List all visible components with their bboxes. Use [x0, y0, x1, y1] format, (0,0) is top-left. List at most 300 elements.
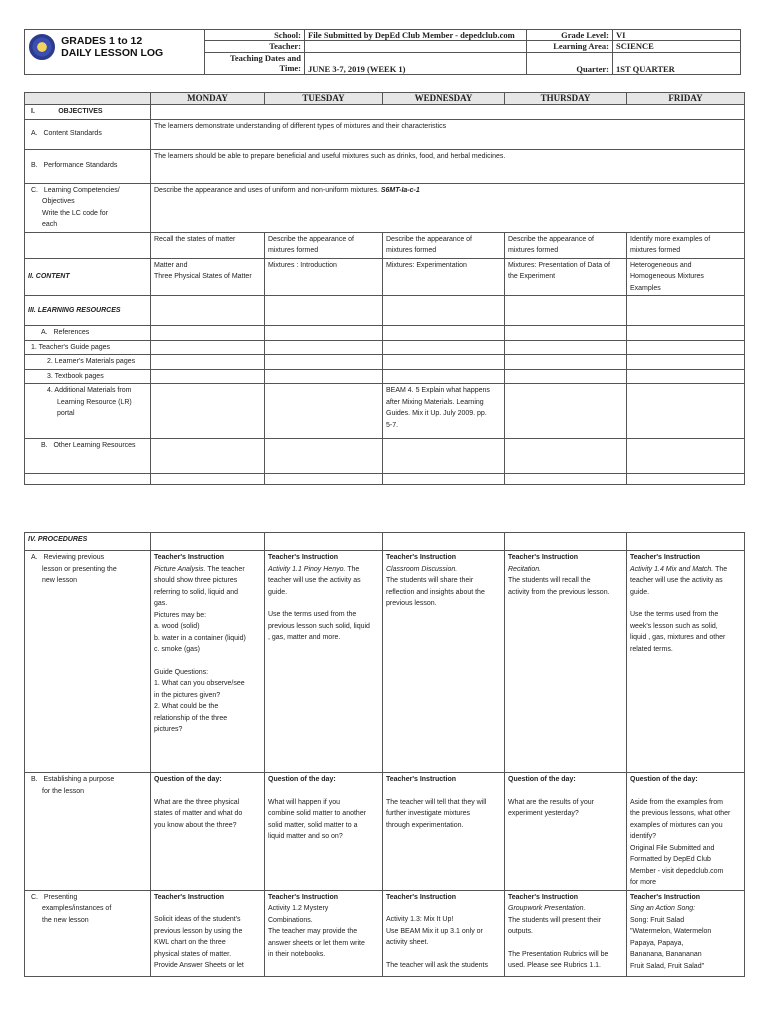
- specific-objective-wednesday-line1: Describe the appearance of: [386, 235, 472, 243]
- cell-line: [386, 960, 501, 972]
- cell-line: [630, 632, 741, 644]
- cell-line-text: solid matter, solid matter to a: [268, 821, 358, 829]
- cell-line-text: Activity 1.2 Mystery: [268, 905, 329, 912]
- specific-objective-monday: [151, 232, 265, 258]
- procedures-heading: IV. PROCEDURES: [25, 533, 151, 551]
- cell-line: [268, 949, 379, 961]
- textbook-pages-cell: [627, 369, 745, 384]
- content-label: II. CONTENT: [25, 258, 151, 296]
- cell-line-text: relationship of the three: [154, 714, 228, 722]
- cell-line: [268, 903, 379, 915]
- learners-materials-cell: [627, 355, 745, 370]
- other-resources-cell: [505, 439, 627, 474]
- teaching-dates-label: [205, 52, 305, 75]
- teachers-guide-cell: [265, 340, 383, 355]
- cell-line: [154, 678, 261, 690]
- cell-line: [630, 575, 741, 587]
- procedures-blank: [627, 533, 745, 551]
- cell-line: [630, 866, 741, 878]
- content-tuesday-line1: Mixtures : Introduction: [268, 261, 337, 269]
- cell-line-text: Picture Analysis.: [154, 565, 206, 573]
- cell-line-text: teacher will use the activity as: [630, 577, 723, 584]
- cell-line-tail: The: [713, 565, 728, 573]
- cell-line-text: c. smoke (gas): [154, 646, 200, 653]
- cell-line: [508, 915, 623, 927]
- specific-objective-friday: [627, 232, 745, 258]
- review-monday: [151, 551, 265, 773]
- header-table: [24, 29, 741, 75]
- cell-line: [268, 774, 379, 786]
- competencies-text: [151, 183, 745, 232]
- cell-line: [508, 564, 623, 576]
- cell-line: [630, 892, 741, 904]
- textbook-pages-cell: [505, 369, 627, 384]
- learners-materials-label: 2. Learner's Materials pages: [25, 355, 151, 370]
- form-title-line2: DAILY LESSON LOG: [61, 47, 164, 59]
- cell-line-text: combine solid matter to another: [268, 810, 367, 817]
- presenting-tuesday: [265, 890, 383, 976]
- content-friday-line2: Homogeneous Mixtures: [630, 273, 704, 280]
- school-value: File Submitted by DepEd Club Member - depedclub.com: [305, 30, 527, 41]
- content-standards-label: A. Content Standards: [25, 119, 151, 149]
- purpose-label-line2: for the lesson: [42, 787, 85, 795]
- cell-line-text: Teacher's Instruction: [154, 554, 224, 561]
- cell-line-text: in the pictures given?: [154, 691, 221, 699]
- day-header-thursday: THURSDAY: [505, 93, 627, 105]
- cell-line-text: guide.: [630, 588, 650, 596]
- cell-line-text: Use the terms used from the: [268, 611, 357, 618]
- cell-line: [154, 713, 261, 725]
- cell-line: [154, 949, 261, 961]
- other-resources-cell: [383, 439, 505, 474]
- cell-line: [154, 564, 261, 576]
- cell-line: [154, 797, 261, 809]
- objectives-blank: [151, 105, 745, 120]
- cell-line-text: , gas, matter and more.: [268, 634, 341, 641]
- cell-line: [508, 938, 623, 949]
- cell-line-text: What will happen if you: [268, 798, 340, 806]
- cell-line: [386, 914, 501, 926]
- cell-line: [268, 587, 379, 599]
- cell-line-text: gas.: [154, 600, 168, 607]
- references-cell: [265, 326, 383, 341]
- cell-line-text: outputs.: [508, 928, 533, 935]
- quarter-label: Quarter:: [527, 52, 613, 75]
- cell-line: [630, 609, 741, 621]
- specific-objective-monday-line: Recall the states of matter: [154, 235, 236, 243]
- cell-line: [386, 587, 501, 599]
- cell-line-text: the previous lessons, what other: [630, 810, 731, 817]
- resources-cell: [151, 296, 265, 326]
- review-friday: [627, 551, 745, 773]
- additional-materials-wednesday: [383, 384, 505, 439]
- other-resources-cell: [265, 439, 383, 474]
- cell-line: [154, 786, 261, 797]
- day-header-wednesday: WEDNESDAY: [383, 93, 505, 105]
- cell-line: [508, 949, 623, 961]
- cell-line-text: Teacher's Instruction: [268, 893, 338, 901]
- cell-line: [508, 808, 623, 820]
- review-tuesday: [265, 551, 383, 773]
- cell-line: [268, 632, 379, 644]
- cell-line-text: 1. What can you observe/see: [154, 680, 245, 687]
- cell-line-text: Teacher's Instruction: [154, 893, 224, 901]
- cell-line-text: Teacher's Instruction: [386, 776, 456, 783]
- textbook-pages-cell: [265, 369, 383, 384]
- cell-line: [630, 820, 741, 832]
- resources-cell: [383, 296, 505, 326]
- cell-line-text: activity sheet.: [386, 939, 429, 946]
- content-thursday: [505, 258, 627, 296]
- day-header-friday: FRIDAY: [627, 93, 745, 105]
- cell-line-text: The students will share their: [386, 577, 474, 584]
- purpose-tuesday: [265, 773, 383, 891]
- deped-seal-icon: [29, 34, 55, 60]
- cell-line-text: What are the three physical: [154, 798, 240, 806]
- additional-materials-friday: [627, 384, 745, 439]
- additional-materials-tuesday: [265, 384, 383, 439]
- cell-line: [268, 797, 379, 809]
- competencies-label: [25, 183, 151, 232]
- cell-line: [630, 644, 741, 656]
- cell-line: [386, 774, 501, 786]
- cell-line: [508, 797, 623, 809]
- cell-line-text: b. water in a container (liquid): [154, 634, 246, 642]
- cell-line-text: further investigate mixtures: [386, 810, 471, 817]
- cell-line-text: "Watermelon, Watermelon: [630, 928, 712, 935]
- competencies-label-line3: Write the LC code for: [42, 209, 109, 217]
- additional-materials-wednesday-line2: after Mixing Materials. Learning: [386, 398, 484, 406]
- presenting-thursday: [505, 890, 627, 976]
- cell-line-text: previous lesson by using the: [154, 927, 243, 935]
- cell-line-text: Use the terms used from the: [630, 611, 719, 618]
- cell-line-text: 2. What could be the: [154, 703, 219, 710]
- cell-line: [154, 575, 261, 587]
- learners-materials-cell: [151, 355, 265, 370]
- cell-line: [154, 820, 261, 832]
- cell-line: [154, 690, 261, 702]
- review-lesson-label-line1: A. Reviewing previous: [31, 554, 105, 561]
- cell-line: [154, 914, 261, 926]
- cell-line-text: reflection and insights about the: [386, 588, 485, 596]
- purpose-thursday: [505, 773, 627, 891]
- cell-line: [508, 903, 623, 915]
- cell-line-tail: The: [345, 565, 360, 573]
- specific-objective-wednesday-line2: mixtures formed: [386, 247, 437, 254]
- resources-cell: [505, 296, 627, 326]
- cell-line: [508, 786, 623, 797]
- cell-line-text: Guide Questions:: [154, 668, 209, 676]
- blank-cell: [265, 474, 383, 485]
- cell-line: [630, 552, 741, 564]
- cell-line: [386, 903, 501, 914]
- cell-line: [268, 564, 379, 576]
- cell-line: [386, 598, 501, 610]
- blank-cell: [627, 474, 745, 485]
- performance-standards-label: B. Performance Standards: [25, 149, 151, 183]
- cell-line-text: Teacher's Instruction: [508, 554, 578, 561]
- cell-line-text: Bananana, Banananan: [630, 951, 702, 958]
- cell-line-text: Teacher's Instruction: [386, 893, 456, 901]
- cell-line-text: Member - visit depedclub.com: [630, 867, 724, 875]
- cell-line-text: in their notebooks.: [268, 951, 326, 958]
- teaching-dates-label-line2: Time:: [279, 62, 301, 73]
- cell-line: [268, 808, 379, 820]
- cell-line-text: Provide Answer Sheets or let: [154, 962, 244, 969]
- references-cell: [383, 326, 505, 341]
- learning-area-value: SCIENCE: [613, 41, 741, 52]
- other-resources-label: B. Other Learning Resources: [25, 439, 151, 474]
- cell-line-text: states of matter and what do: [154, 810, 243, 817]
- cell-line-text: Question of the day:: [630, 776, 698, 783]
- learning-resources-label: III. LEARNING RESOURCES: [25, 296, 151, 326]
- cell-line: [508, 552, 623, 564]
- cell-line: [630, 831, 741, 843]
- form-title-line1: GRADES 1 to 12: [61, 35, 143, 47]
- cell-line: [154, 621, 261, 633]
- review-wednesday: [383, 551, 505, 773]
- cell-line: [630, 564, 741, 576]
- cell-line: [154, 587, 261, 599]
- cell-line: [154, 960, 261, 972]
- teachers-guide-label: 1. Teacher's Guide pages: [25, 340, 151, 355]
- cell-line: [268, 621, 379, 633]
- blank-cell: [151, 474, 265, 485]
- additional-materials-wednesday-line3: Guides. Mix it Up. July 2009. pp.: [386, 410, 487, 417]
- competencies-label-line2: Objectives: [42, 198, 75, 205]
- cell-line: [268, 552, 379, 564]
- cell-line-text: Question of the day:: [508, 776, 576, 783]
- content-monday: [151, 258, 265, 296]
- day-header-tuesday: TUESDAY: [265, 93, 383, 105]
- procedures-blank: [151, 533, 265, 551]
- cell-line-text: The students will present their: [508, 916, 601, 924]
- presenting-examples-label-line3: the new lesson: [42, 916, 89, 924]
- additional-materials-label: [25, 384, 151, 439]
- teaching-dates-label-line1: Teaching Dates and: [229, 52, 301, 63]
- competencies-label-line1: C. Learning Competencies/: [31, 186, 120, 194]
- cell-line-text: Teacher's Instruction: [268, 554, 338, 561]
- content-thursday-line1: Mixtures: Presentation of Data of: [508, 261, 610, 269]
- cell-line: [386, 949, 501, 960]
- specific-objective-tuesday-line1: Describe the appearance of: [268, 235, 354, 243]
- additional-materials-wednesday-line1: BEAM 4. 5 Explain what happens: [386, 387, 490, 394]
- cell-line-text: What are the results of your: [508, 798, 594, 806]
- cell-line: [268, 926, 379, 938]
- cell-line-text: experiment yesterday?: [508, 810, 579, 817]
- specific-objective-tuesday-line2: mixtures formed: [268, 247, 319, 254]
- cell-line-text: Activity 1.3: Mix It Up!: [386, 916, 454, 923]
- cell-line: [630, 774, 741, 786]
- competencies-label-line4: each: [42, 221, 58, 228]
- content-thursday-line2: the Experiment: [508, 273, 556, 280]
- review-lesson-label: [25, 551, 151, 773]
- cell-line: [268, 938, 379, 950]
- grade-level-label: Grade Level:: [527, 30, 613, 41]
- review-lesson-label-line2: lesson or presenting the: [42, 565, 117, 573]
- school-label: School:: [205, 30, 305, 41]
- teacher-label: Teacher:: [205, 41, 305, 52]
- cell-line-text: guide.: [268, 588, 288, 596]
- review-lesson-label-line3: new lesson: [42, 577, 78, 584]
- teachers-guide-cell: [505, 340, 627, 355]
- cell-line: [154, 552, 261, 564]
- procedures-table: [24, 532, 745, 977]
- performance-standards-text: The learners should be able to prepare beneficial and useful mixtures such as drinks, food, and herbal medicines.: [151, 149, 745, 183]
- cell-line-text: Activity 1.1 Pinoy Henyo.: [268, 565, 346, 573]
- purpose-label-line1: B. Establishing a purpose: [31, 776, 115, 783]
- learners-materials-cell: [265, 355, 383, 370]
- presenting-examples-label-line2: examples/instances of: [42, 905, 112, 912]
- cell-line: [154, 701, 261, 713]
- content-tuesday: [265, 258, 383, 296]
- specific-objective-tuesday: [265, 232, 383, 258]
- cell-line-text: Teacher's Instruction: [630, 893, 700, 901]
- cell-line: [630, 621, 741, 633]
- quarter-value: 1ST QUARTER: [613, 52, 741, 75]
- cell-line-text: Papaya, Papaya,: [630, 939, 684, 947]
- cell-line: [386, 937, 501, 949]
- cell-line: [268, 609, 379, 621]
- cell-line: [630, 949, 741, 961]
- cell-line-text: you know about the three?: [154, 821, 237, 829]
- references-cell: [505, 326, 627, 341]
- review-thursday: [505, 551, 627, 773]
- cell-line-text: week's lesson such as solid,: [630, 622, 718, 630]
- cell-line: [386, 892, 501, 904]
- procedures-blank: [265, 533, 383, 551]
- presenting-examples-label-line1: C. Presenting: [31, 893, 78, 901]
- purpose-label: [25, 773, 151, 891]
- day-header-monday: MONDAY: [151, 93, 265, 105]
- specific-objective-thursday-line1: Describe the appearance of: [508, 235, 594, 243]
- cell-line: [630, 915, 741, 927]
- cell-line-text: Song: Fruit Salad: [630, 916, 685, 924]
- cell-line-text: Recitation.: [508, 565, 542, 573]
- cell-line: [386, 552, 501, 564]
- cell-line: [630, 961, 741, 973]
- cell-line-text: Activity 1.4 Mix and Match.: [630, 565, 714, 573]
- blank-cell: [25, 474, 151, 485]
- cell-line-text: referring to solid, liquid and: [154, 588, 239, 596]
- cell-line: [268, 786, 379, 797]
- teachers-guide-cell: [151, 340, 265, 355]
- cell-line-text: Solicit ideas of the student's: [154, 916, 241, 923]
- resources-cell: [265, 296, 383, 326]
- specific-objective-thursday: [505, 232, 627, 258]
- header-logo-cell: [25, 30, 205, 75]
- cell-line: [630, 854, 741, 866]
- specific-objectives-label: [25, 232, 151, 258]
- learners-materials-cell: [505, 355, 627, 370]
- cell-line-text: activity from the previous lesson.: [508, 588, 610, 596]
- content-friday-line1: Heterogeneous and: [630, 261, 692, 269]
- cell-line-text: Fruit Salad, Fruit Salad": [630, 962, 705, 970]
- teacher-value: [305, 41, 527, 52]
- procedures-blank: [505, 533, 627, 551]
- cell-line-text: physical states of matter.: [154, 950, 232, 958]
- presenting-examples-label: [25, 890, 151, 976]
- learners-materials-cell: [383, 355, 505, 370]
- cell-line-text: a. wood (solid): [154, 623, 200, 630]
- cell-line-text: Question of the day:: [268, 776, 336, 783]
- additional-materials-wednesday-line4: 5-7.: [386, 421, 399, 429]
- corner-header: [25, 93, 151, 105]
- cell-line: [386, 926, 501, 938]
- cell-line: [154, 610, 261, 622]
- references-cell: [627, 326, 745, 341]
- additional-materials-label-line3: portal: [57, 410, 75, 417]
- cell-line: [386, 786, 501, 797]
- content-monday-line2: Three Physical States of Matter: [154, 273, 252, 280]
- content-friday-line3: Examples: [630, 284, 661, 292]
- specific-objective-wednesday: [383, 232, 505, 258]
- content-monday-line1: Matter and: [154, 261, 188, 269]
- cell-line: [630, 843, 741, 855]
- teachers-guide-cell: [627, 340, 745, 355]
- procedures-blank: [383, 533, 505, 551]
- textbook-pages-cell: [383, 369, 505, 384]
- cell-line: [268, 831, 379, 843]
- cell-line-text: identify?: [630, 833, 657, 840]
- cell-line-text: Formatted by DepEd Club: [630, 856, 711, 863]
- cell-line: [154, 892, 261, 904]
- specific-objective-friday-line2: mixtures formed: [630, 247, 681, 254]
- cell-line: [268, 575, 379, 587]
- cell-line-text: should show three pictures: [154, 577, 238, 584]
- cell-line: [630, 797, 741, 809]
- cell-line-text: related terms.: [630, 645, 673, 653]
- references-cell: [151, 326, 265, 341]
- cell-line: [268, 598, 379, 609]
- cell-line-text: answer sheets or let them write: [268, 939, 365, 947]
- cell-line-text: liquid , gas, mixtures and other: [630, 634, 726, 641]
- cell-line-text: Teacher's Instruction: [508, 893, 578, 901]
- content-wednesday-line1: Mixtures: Experimentation: [386, 261, 467, 269]
- cell-line: [630, 786, 741, 797]
- resources-cell: [627, 296, 745, 326]
- blank-cell: [505, 474, 627, 485]
- cell-line: [154, 633, 261, 645]
- cell-line-text: Groupwork Presentation.: [508, 905, 586, 912]
- cell-line-tail: The teacher: [205, 565, 245, 573]
- content-friday: [627, 258, 745, 296]
- cell-line-text: The teacher will tell that they will: [386, 798, 487, 806]
- cell-line-text: Aside from the examples from: [630, 798, 723, 806]
- cell-line-text: Question of the day:: [154, 776, 222, 783]
- cell-line: [154, 926, 261, 938]
- cell-line-text: Combinations.: [268, 916, 313, 924]
- cell-line-text: Use BEAM Mix it up 3.1 only or: [386, 927, 483, 935]
- cell-line-text: pictures?: [154, 726, 183, 733]
- additional-materials-label-line2: Learning Resource (LR): [57, 398, 132, 406]
- objectives-table: [24, 92, 745, 485]
- cell-line: [154, 774, 261, 786]
- cell-line: [630, 903, 741, 915]
- cell-line: [508, 575, 623, 587]
- other-resources-cell: [627, 439, 745, 474]
- specific-objective-friday-line1: Identify more examples of: [630, 235, 711, 243]
- cell-line: [154, 598, 261, 610]
- cell-line-text: through experimentation.: [386, 821, 464, 829]
- cell-line: [630, 926, 741, 938]
- teaching-dates-value: JUNE 3-7, 2019 (WEEK 1): [305, 52, 527, 75]
- competency-code: S6MT-Ia-c-1: [380, 186, 420, 194]
- cell-line: [154, 724, 261, 736]
- cell-line: [386, 808, 501, 820]
- cell-line: [386, 797, 501, 809]
- cell-line: [630, 587, 741, 599]
